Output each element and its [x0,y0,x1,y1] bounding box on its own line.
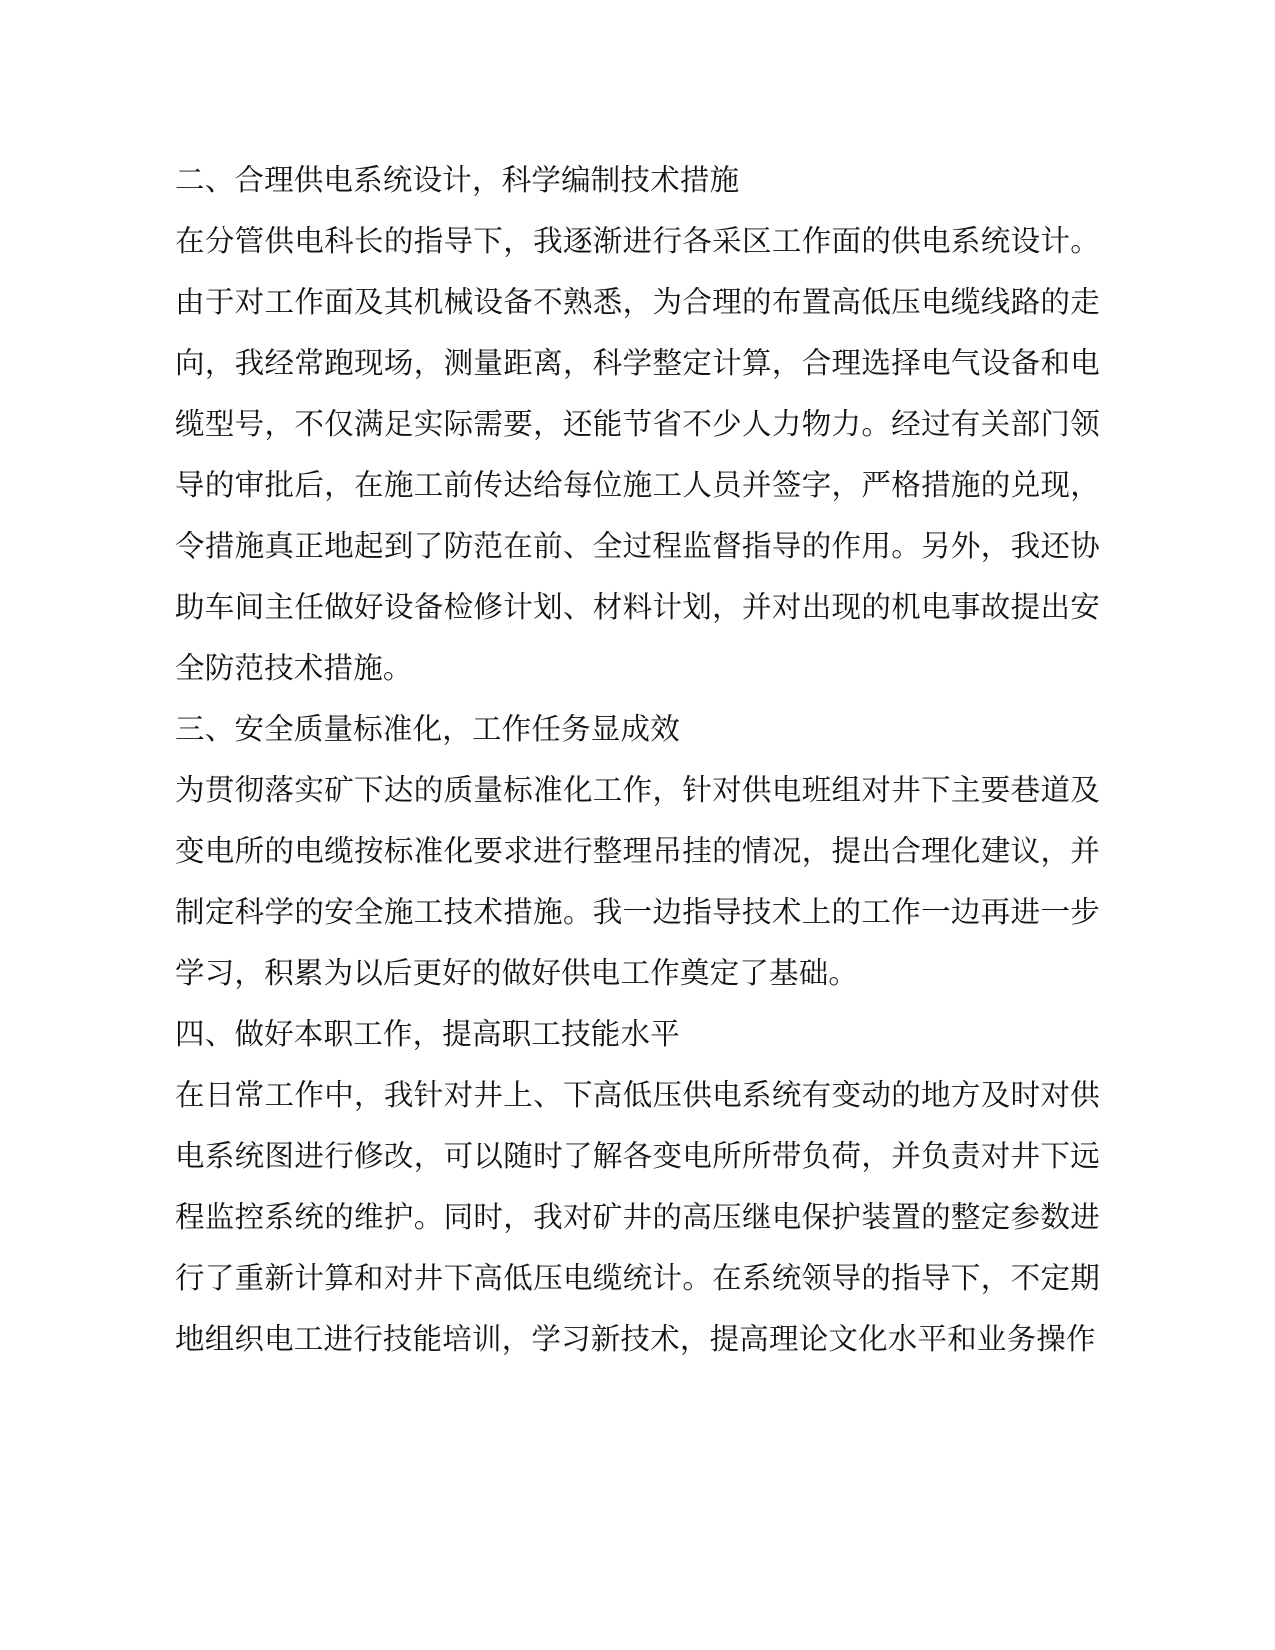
document-body [175,150,1100,1370]
section-paragraph-four: 在日常工作中，我针对井上、下高低压供电系统有变动的地方及时对供电系统图进行修改，可以随时了解各变电所所带负荷，并负责对井下远程监控系统的维护。同时，我对矿井的高压继电保护装置的整定参数进行了重新计算和对井下高低压电缆统计。在系统领导的指导下，不定期地组织电工进行技能培训，学习新技术，提高理论文化水平和业务操作 [175,1078,1100,1356]
section-heading-four: 四、做好本职工作，提高职工技能水平 [175,1017,680,1051]
section-heading-three: 三、安全质量标准化，工作任务显成效 [175,712,680,746]
section-paragraph-three: 为贯彻落实矿下达的质量标准化工作，针对供电班组对井下主要巷道及变电所的电缆按标准化要求进行整理吊挂的情况，提出合理化建议，并制定科学的安全施工技术措施。我一边指导技术上的工作一边再进一步学习，积累为以后更好的做好供电工作奠定了基础。 [175,773,1100,990]
section-heading-two: 二、合理供电系统设计，科学编制技术措施 [175,163,740,197]
section-paragraph-two: 在分管供电科长的指导下，我逐渐进行各采区工作面的供电系统设计。由于对工作面及其机械设备不熟悉，为合理的布置高低压电缆线路的走向，我经常跑现场，测量距离，科学整定计算，合理选择电气设备和电缆型号，不仅满足实际需要，还能节省不少人力物力。经过有关部门领导的审批后，在施工前传达给每位施工人员并签字，严格措施的兑现，令措施真正地起到了防范在前、全过程监督指导的作用。另外，我还协助车间主任做好设备检修计划、材料计划，并对出现的机电事故提出安全防范技术措施。 [175,224,1100,685]
